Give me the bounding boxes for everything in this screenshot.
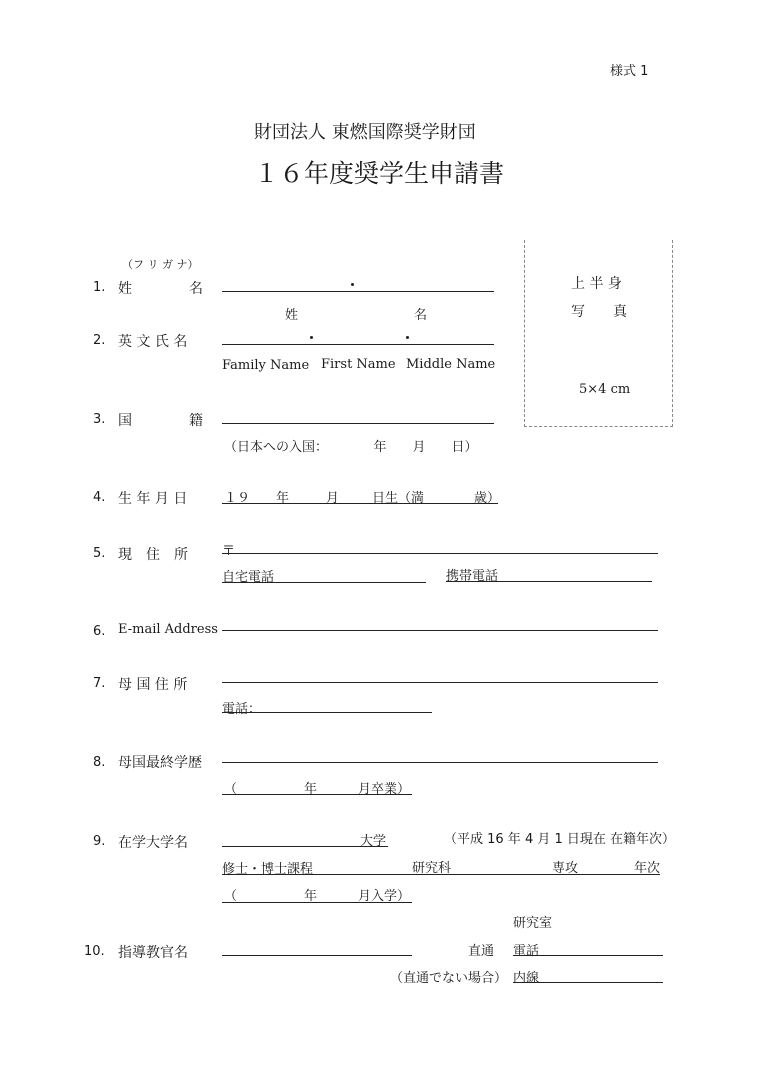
direct-label: 直通	[468, 944, 495, 959]
graduation-year: 年	[304, 782, 318, 797]
date-of-birth-field[interactable]	[222, 503, 498, 504]
course-label: 修士・博士課程	[222, 862, 314, 877]
item-number-1: 1.	[93, 280, 106, 295]
extension-field[interactable]	[513, 982, 663, 983]
enrollment-month: 月入学）	[358, 889, 411, 904]
organization-name: 財団法人 東燃国際奨学財団	[254, 122, 476, 143]
nationality-field[interactable]	[222, 423, 494, 424]
department-label: 研究科	[412, 861, 452, 876]
photo-label-upper-body: 上 半 身	[571, 276, 622, 292]
sub-label-family-name: Family Name	[222, 358, 310, 373]
label-nationality-b: 籍	[189, 413, 203, 429]
home-country-phone-field[interactable]	[222, 712, 432, 713]
enrollment-open: （	[224, 889, 238, 904]
home-phone-label: 自宅電話	[222, 570, 275, 585]
item-number-3: 3.	[93, 412, 106, 427]
as-of-date: （平成 16 年 4 月 1 日現在 在籍年次）	[444, 832, 676, 847]
label-date-of-birth: 生 年 月 日	[118, 491, 188, 507]
home-country-phone-label: 電話：	[222, 702, 262, 717]
item-number-2: 2.	[93, 333, 106, 348]
dob-day-age: 日生（満	[372, 491, 425, 506]
dob-19: １９	[224, 491, 251, 506]
sub-label-given-name: 名	[414, 308, 428, 323]
current-address-field[interactable]	[222, 553, 658, 554]
final-education-field[interactable]	[222, 762, 658, 763]
email-field[interactable]	[222, 630, 658, 631]
name-field[interactable]	[222, 291, 494, 292]
dob-month: 月	[326, 491, 340, 506]
item-number-10: 10.	[84, 944, 105, 959]
english-name-dot-1	[310, 336, 313, 339]
graduation-open: （	[224, 782, 238, 797]
label-given-name: 名	[189, 281, 203, 297]
label-university: 在学大学名	[118, 835, 188, 851]
dob-age-close: 歳）	[474, 491, 501, 506]
not-direct-note: （直通でない場合）	[390, 971, 508, 986]
sub-label-middle-name: Middle Name	[406, 357, 496, 372]
graduation-month: 月卒業）	[358, 782, 411, 797]
english-name-dot-2	[406, 336, 409, 339]
university-field[interactable]	[222, 846, 388, 847]
university-suffix: 大学	[360, 834, 387, 849]
label-english-name: 英 文 氏 名	[118, 334, 188, 350]
advisor-phone-label: 電話	[513, 944, 540, 959]
photo-box[interactable]	[524, 240, 673, 427]
japan-entry-date: （日本への入国： 年 月 日）	[224, 440, 478, 455]
form-id: 様式 1	[610, 64, 649, 79]
photo-label-photo: 写 真	[571, 304, 627, 320]
photo-size: 5×4 cm	[579, 382, 631, 397]
label-final-education: 母国最終学歴	[118, 755, 202, 771]
enrollment-year: 年	[304, 889, 318, 904]
label-advisor: 指導教官名	[118, 945, 188, 961]
home-country-address-field[interactable]	[222, 682, 658, 683]
course-field[interactable]	[222, 874, 660, 875]
item-number-8: 8.	[93, 755, 106, 770]
furigana-label: （フ リ ガ ナ）	[122, 258, 199, 271]
sub-label-surname: 姓	[285, 308, 299, 323]
english-name-field[interactable]	[222, 344, 494, 345]
label-nationality-a: 国	[118, 413, 132, 429]
item-number-7: 7.	[93, 676, 106, 691]
postal-mark: 〒	[222, 544, 236, 559]
form-title: １６年度奨学生申請書	[254, 159, 505, 188]
item-number-9: 9.	[93, 834, 106, 849]
laboratory-label: 研究室	[513, 916, 553, 931]
label-home-country-address: 母 国 住 所	[118, 677, 188, 693]
item-number-5: 5.	[93, 546, 106, 561]
label-surname: 姓	[118, 281, 132, 297]
mobile-phone-label: 携帯電話	[446, 569, 499, 584]
enrollment-date-field[interactable]	[222, 902, 412, 903]
dob-year: 年	[276, 491, 290, 506]
sub-label-first-name: First Name	[321, 357, 396, 372]
name-separator-dot	[351, 283, 354, 286]
item-number-4: 4.	[93, 490, 106, 505]
item-number-6: 6.	[93, 624, 106, 639]
label-current-address: 現 住 所	[118, 547, 188, 563]
extension-label: 内線	[513, 971, 540, 986]
home-phone-field[interactable]	[222, 582, 426, 583]
year-label: 年次	[634, 861, 661, 876]
graduation-date-field[interactable]	[222, 794, 412, 795]
advisor-phone-field[interactable]	[513, 955, 663, 956]
major-label: 専攻	[552, 861, 579, 876]
mobile-phone-field[interactable]	[446, 581, 652, 582]
label-email: E-mail Address	[118, 622, 218, 637]
advisor-field[interactable]	[222, 955, 412, 956]
